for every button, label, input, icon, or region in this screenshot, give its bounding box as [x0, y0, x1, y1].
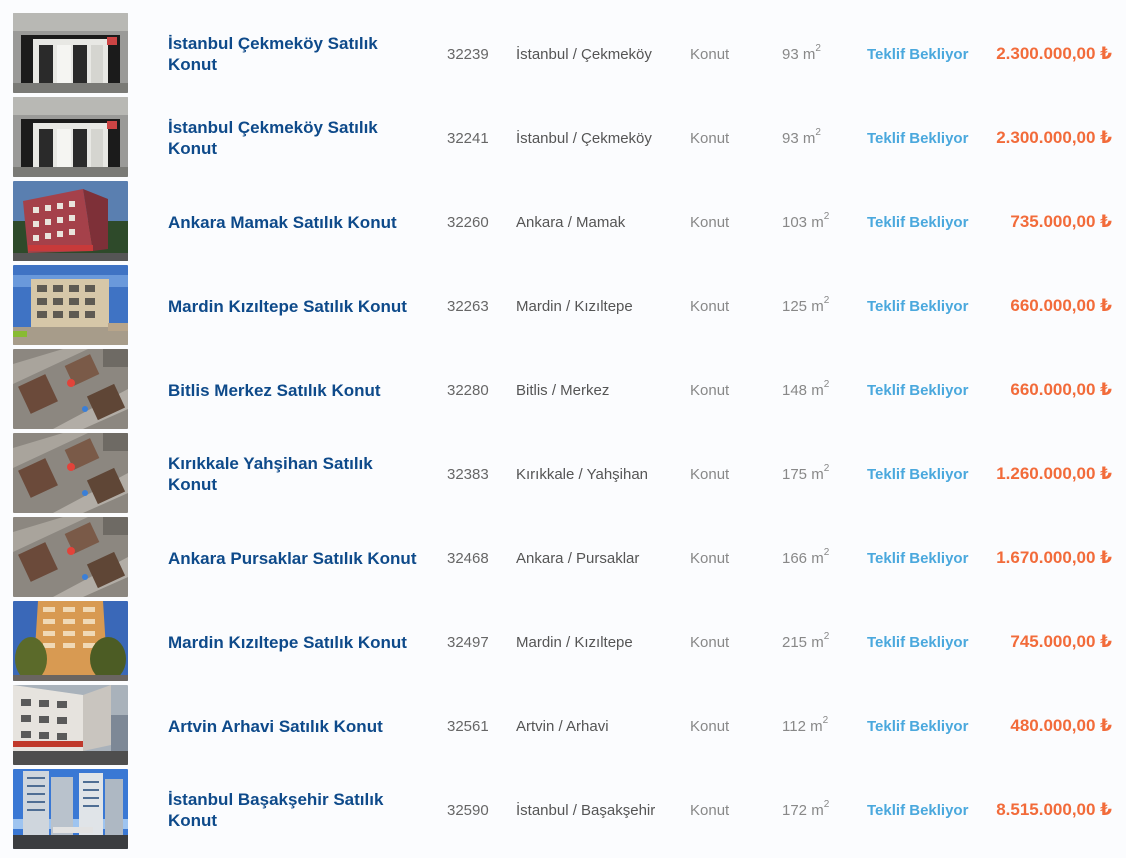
listing-ref-number: 32241	[447, 129, 489, 147]
listing-area-unit-sup: 2	[823, 547, 830, 558]
listing-area-value: 93 m	[782, 130, 816, 147]
listing-photo[interactable]	[13, 601, 128, 681]
listing-location: İstanbul / Başakşehir	[516, 801, 656, 819]
listing-area-unit-sup: 2	[815, 43, 821, 54]
listing-area-value: 112 m	[782, 718, 823, 735]
listing-row[interactable]	[0, 97, 1126, 179]
listing-area-unit-sup: 2	[823, 463, 830, 474]
listing-area	[782, 549, 829, 567]
listing-area	[782, 129, 821, 147]
listing-area-unit-sup: 2	[815, 127, 821, 138]
listing-price: 735.000,00 ₺	[1010, 212, 1112, 231]
listing-location: Mardin / Kızıltepe	[516, 297, 633, 315]
listing-status[interactable]: Teklif Bekliyor	[867, 213, 969, 231]
listing-location: Kırıkkale / Yahşihan	[516, 465, 649, 483]
listing-photo[interactable]	[13, 265, 128, 345]
listing-price: 480.000,00 ₺	[1010, 716, 1112, 735]
listing-price: 1.260.000,00 ₺	[996, 464, 1112, 483]
listing-price: 2.300.000,00 ₺	[996, 44, 1112, 63]
listing-ref-number: 32280	[447, 381, 489, 399]
listing-ref-number: 32260	[447, 213, 489, 231]
listing-type: Konut	[690, 213, 730, 231]
listing-type: Konut	[690, 129, 730, 147]
listing-type: Konut	[690, 549, 730, 567]
listing-title[interactable]: İstanbul Başakşehir Satılık Konut	[168, 790, 384, 830]
listing-ref-number: 32263	[447, 297, 489, 315]
listing-ref-number: 32590	[447, 801, 489, 819]
listing-price: 660.000,00 ₺	[1010, 380, 1112, 399]
listing-type: Konut	[690, 381, 730, 399]
listing-location: Mardin / Kızıltepe	[516, 633, 633, 651]
listing-price: 745.000,00 ₺	[1010, 632, 1112, 651]
listing-area-value: 93 m	[782, 46, 816, 63]
listing-area-unit-sup: 2	[823, 211, 830, 222]
listing-type: Konut	[690, 717, 730, 735]
listing-area	[782, 465, 829, 483]
listing-photo[interactable]	[13, 685, 128, 765]
listing-row[interactable]	[0, 517, 1126, 599]
listing-status[interactable]: Teklif Bekliyor	[867, 465, 969, 483]
listing-row[interactable]	[0, 265, 1126, 347]
listing-status[interactable]: Teklif Bekliyor	[867, 549, 969, 567]
listing-title[interactable]: Kırıkkale Yahşihan Satılık Konut	[168, 454, 373, 494]
listing-row[interactable]	[0, 769, 1126, 851]
listing-status[interactable]: Teklif Bekliyor	[867, 381, 969, 399]
listing-location: Bitlis / Merkez	[516, 381, 610, 399]
listing-location: Ankara / Pursaklar	[516, 549, 640, 567]
listing-area-value: 215 m	[782, 634, 824, 651]
listing-title[interactable]: Ankara Pursaklar Satılık Konut	[168, 548, 417, 568]
listing-area-value: 172 m	[782, 802, 824, 819]
listing-area-value: 166 m	[782, 550, 824, 567]
listing-row[interactable]	[0, 601, 1126, 683]
listing-status[interactable]: Teklif Bekliyor	[867, 801, 969, 819]
listing-area-unit-sup: 2	[823, 295, 830, 306]
listing-title[interactable]: Mardin Kızıltepe Satılık Konut	[168, 296, 407, 316]
listing-area-value: 103 m	[782, 214, 824, 231]
listing-row[interactable]	[0, 13, 1126, 95]
listing-row[interactable]	[0, 181, 1126, 263]
listing-area	[782, 717, 828, 735]
listing-location: Artvin / Arhavi	[516, 717, 609, 735]
listing-location: Ankara / Mamak	[516, 213, 626, 231]
listing-title[interactable]: İstanbul Çekmeköy Satılık Konut	[168, 118, 378, 158]
listing-location: İstanbul / Çekmeköy	[516, 129, 652, 147]
listing-photo[interactable]	[13, 517, 128, 597]
listing-row[interactable]	[0, 433, 1126, 515]
listing-status[interactable]: Teklif Bekliyor	[867, 717, 969, 735]
listing-ref-number: 32468	[447, 549, 489, 567]
listing-area-unit-sup: 2	[823, 379, 830, 390]
listing-photo[interactable]	[13, 349, 128, 429]
listing-ref-number: 32497	[447, 633, 489, 651]
listing-type: Konut	[690, 465, 730, 483]
listing-area-value: 148 m	[782, 382, 824, 399]
listing-status[interactable]: Teklif Bekliyor	[867, 129, 969, 147]
listing-ref-number: 32561	[447, 717, 489, 735]
listing-photo[interactable]	[13, 769, 128, 849]
listing-price: 1.670.000,00 ₺	[996, 548, 1112, 567]
listing-title[interactable]: Ankara Mamak Satılık Konut	[168, 212, 397, 232]
listing-area	[782, 213, 829, 231]
listing-photo[interactable]	[13, 181, 128, 261]
listing-price: 8.515.000,00 ₺	[996, 800, 1112, 819]
listing-price: 660.000,00 ₺	[1010, 296, 1112, 315]
listing-photo[interactable]	[13, 97, 128, 177]
listing-area	[782, 801, 829, 819]
listing-title[interactable]: Bitlis Merkez Satılık Konut	[168, 380, 381, 400]
listing-title[interactable]: Artvin Arhavi Satılık Konut	[168, 716, 383, 736]
listing-area	[782, 381, 829, 399]
listing-photo[interactable]	[13, 13, 128, 93]
listing-ref-number: 32383	[447, 465, 489, 483]
listing-type: Konut	[690, 801, 730, 819]
listing-area-value: 175 m	[782, 466, 824, 483]
listing-type: Konut	[690, 297, 730, 315]
listing-area-unit-sup: 2	[823, 799, 830, 810]
listing-area	[782, 45, 821, 63]
listing-photo[interactable]	[13, 433, 128, 513]
listing-area	[782, 297, 829, 315]
listing-type: Konut	[690, 45, 730, 63]
listing-ref-number: 32239	[447, 45, 489, 63]
listing-area	[782, 633, 829, 651]
listing-status[interactable]: Teklif Bekliyor	[867, 633, 969, 651]
listing-type: Konut	[690, 633, 730, 651]
listing-title[interactable]: İstanbul Çekmeköy Satılık Konut	[168, 34, 378, 74]
listing-status[interactable]: Teklif Bekliyor	[867, 45, 969, 63]
listing-status[interactable]: Teklif Bekliyor	[867, 297, 969, 315]
listing-price: 2.300.000,00 ₺	[996, 128, 1112, 147]
listing-area-value: 125 m	[782, 298, 824, 315]
listing-area-unit-sup: 2	[823, 631, 830, 642]
listing-row[interactable]	[0, 349, 1126, 431]
listing-location: İstanbul / Çekmeköy	[516, 45, 652, 63]
listing-row[interactable]	[0, 685, 1126, 767]
listing-title[interactable]: Mardin Kızıltepe Satılık Konut	[168, 632, 407, 652]
listing-area-unit-sup: 2	[822, 715, 829, 726]
